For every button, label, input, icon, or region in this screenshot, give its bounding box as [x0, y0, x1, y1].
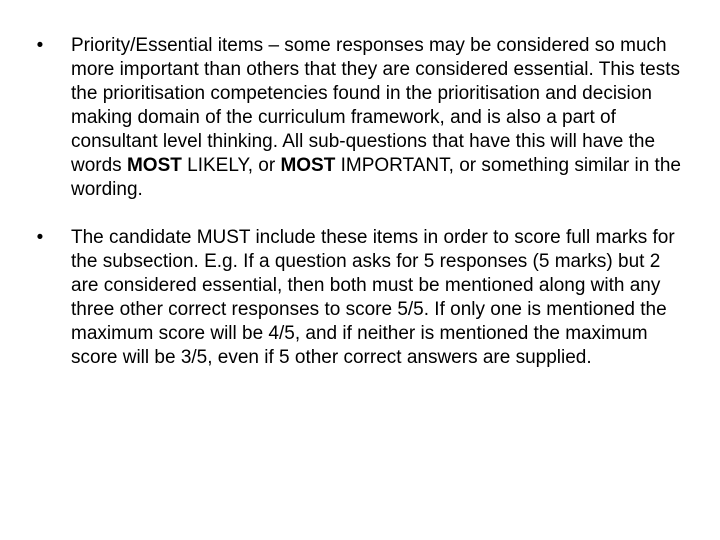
bullet-list — [30, 34, 690, 370]
bullet-candidate-must-include — [30, 226, 690, 370]
emphasis-most: MOST — [126, 155, 182, 176]
bullet-marker-icon: • — [36, 35, 44, 56]
text-segment: LIKELY, or — [181, 155, 281, 176]
bullet-text — [71, 35, 681, 200]
text-segment: Priority/Essential items – some responses may be considered so much more important than others that they are considered essential. This tests the prioritisation competencies found in the prioritisation and decision making domain of the curriculum framework, and is also a part of consultant level thinking. All sub-questions that have this will have the words — [71, 35, 681, 176]
text-segment: IMPORTANT, or something similar in the wording. — [71, 155, 681, 200]
bullet-text: The candidate MUST include these items in order to score full marks for the subsection. E.g. If a question asks for 5 responses (5 marks) but 2 are considered essential, then both must be mentioned along with any three other correct responses to score 5/5. If only one is mentioned the maximum score will be 4/5, and if neither is mentioned the maximum score will be 3/5, even if 5 other correct answers are supplied. — [71, 227, 675, 368]
bullet-marker-icon: • — [36, 227, 44, 248]
emphasis-most: MOST — [280, 155, 336, 176]
bullet-priority-essential-items — [30, 34, 690, 202]
